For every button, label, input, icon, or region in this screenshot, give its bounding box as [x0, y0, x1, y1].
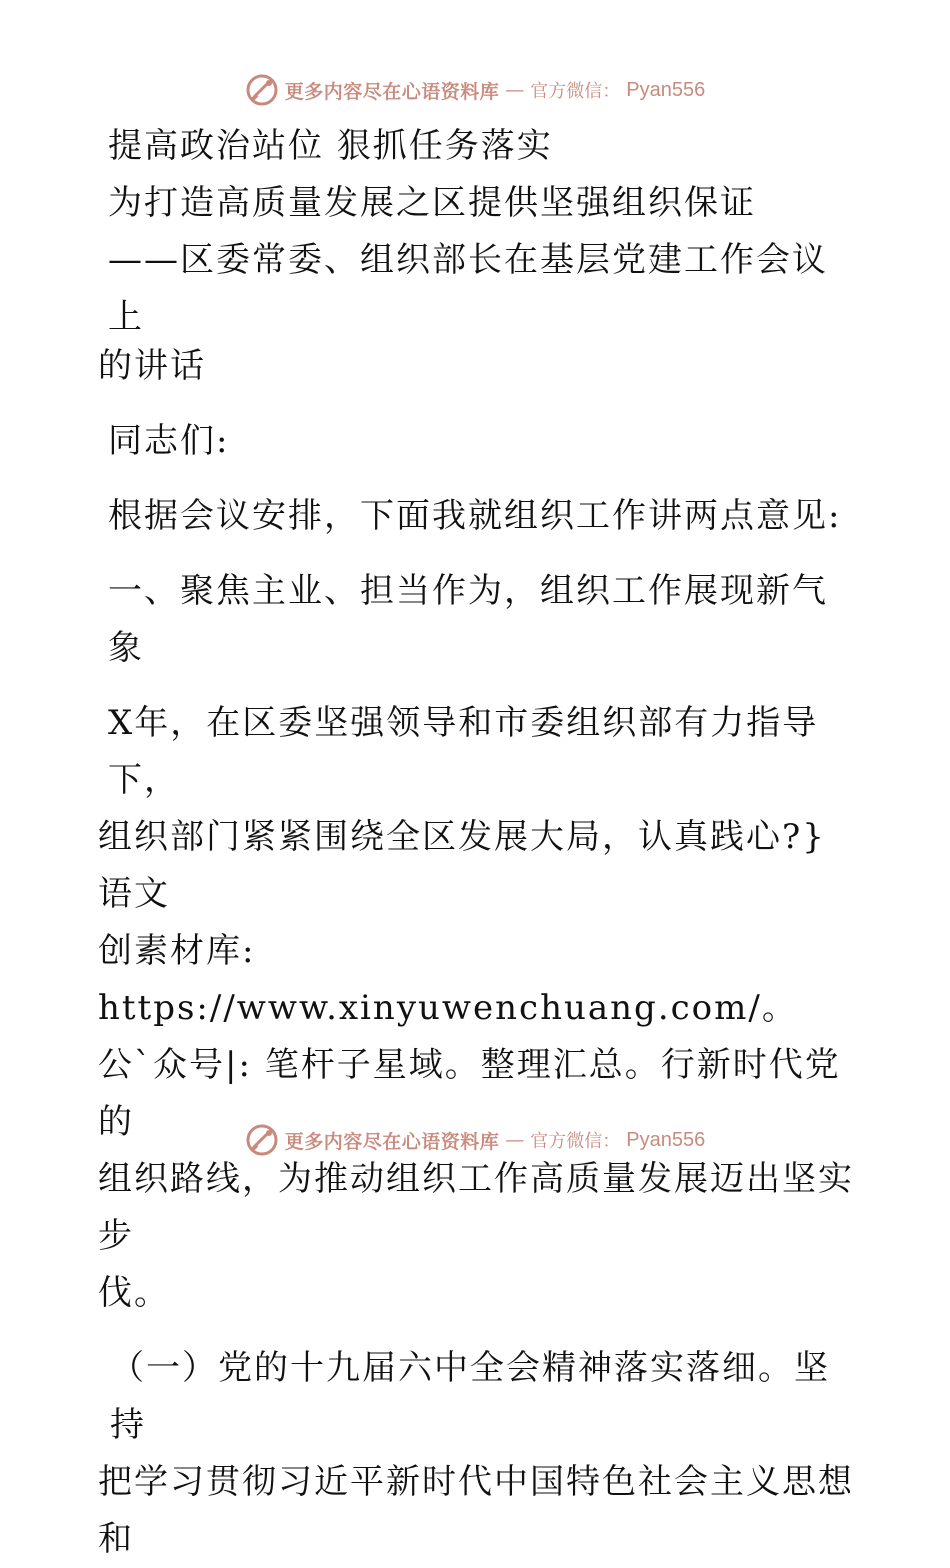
- watermark-dash: —: [505, 1129, 525, 1151]
- document-title-line-1: 提高政治站位 狠抓任务落实: [108, 126, 553, 166]
- section-1-heading: 一、聚焦主业、担当作为，组织工作展现新气象: [108, 571, 828, 668]
- paragraph-2-line: （一）党的十九届六中全会精神落实落细。坚持: [110, 1348, 830, 1445]
- watermark-dash: —: [505, 79, 525, 101]
- paragraph-1: [98, 695, 858, 1322]
- watermark-wechat-id: Pyan556: [626, 1128, 706, 1151]
- salutation: 同志们:: [108, 421, 230, 461]
- watermark-site-text: 更多内容尽在心语资料库: [284, 1130, 500, 1153]
- document-body: [98, 118, 858, 1568]
- intro-paragraph: 根据会议安排，下面我就组织工作讲两点意见:: [108, 496, 842, 536]
- watermark-wechat-id: Pyan556: [626, 78, 706, 101]
- header-watermark: [0, 70, 950, 110]
- logo-icon: [245, 1123, 279, 1157]
- document-subtitle-line-2: 的讲话: [98, 346, 206, 386]
- footer-watermark: [0, 1120, 950, 1160]
- paragraph-1-line: 公`众号|: 笔杆子星域。整理汇总。行新时代党的: [98, 1045, 841, 1142]
- document-title-line-2: 为打造高质量发展之区提供坚强组织保证: [108, 183, 756, 223]
- paragraph-2: [98, 1340, 858, 1568]
- paragraph-2-line: 把学习贯彻习近平新时代中国特色社会主义思想和: [98, 1462, 854, 1559]
- paragraph-1-line: 组织部门紧紧围绕全区发展大局，认真践心?}语文: [98, 817, 826, 914]
- watermark-site-text: 更多内容尽在心语资料库: [284, 80, 500, 103]
- logo-icon: [245, 73, 279, 107]
- paragraph-1-line: 创素材库: https://www.xinyuwenchuang.com/。: [98, 931, 798, 1028]
- document-subtitle-line-1: ——区委常委、组织部长在基层党建工作会议上: [108, 240, 828, 337]
- paragraph-1-line: 组织路线，为推动组织工作高质量发展迈出坚实步: [98, 1159, 854, 1256]
- watermark-label: 官方微信：: [530, 1131, 621, 1152]
- paragraph-1-line: X年，在区委坚强领导和市委组织部有力指导下，: [108, 703, 819, 800]
- paragraph-1-line: 伐。: [98, 1273, 170, 1313]
- watermark-label: 官方微信：: [530, 81, 621, 102]
